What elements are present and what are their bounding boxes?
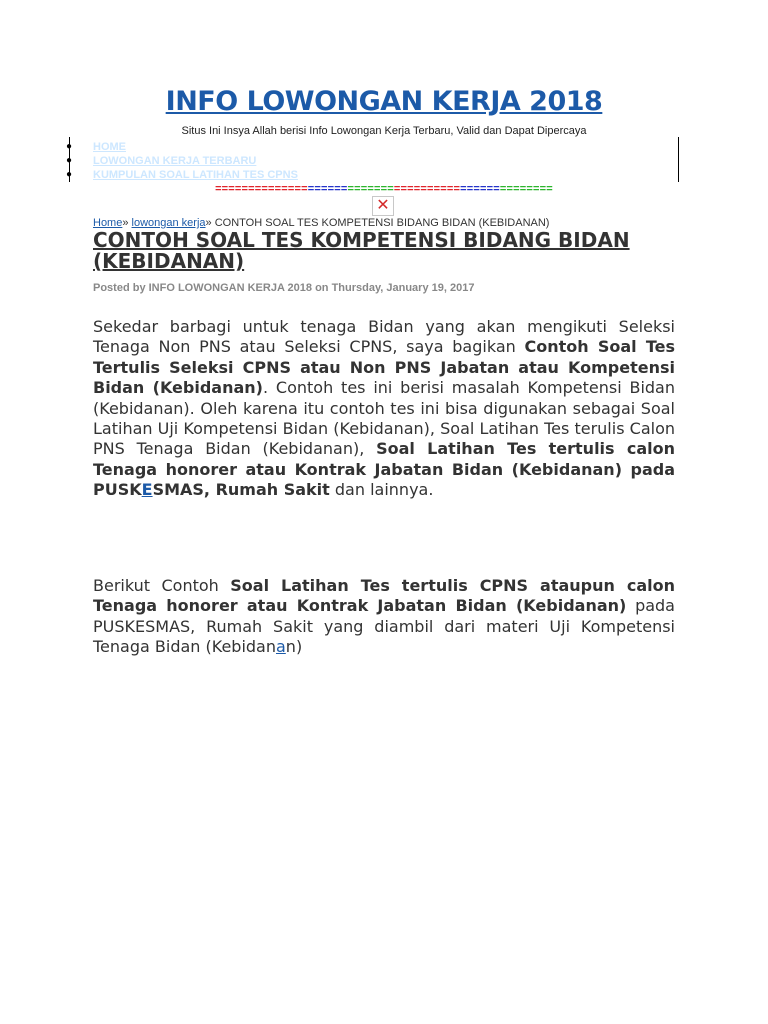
text-run: pada PUSKESMAS, Rumah Sakit yang diambil dari materi Uji Kompetensi Tenaga Bidan (Kebidan [93,596,675,657]
divider-segment: ======== [499,183,553,195]
bold-text: Contoh Soal Tes Tertulis Seleksi CPNS atau Non PNS Jabatan atau Kompetensi Bidan (Kebidanan) [93,337,675,398]
bullet-icon: ● [66,141,73,152]
text-run: Berikut Contoh [93,576,231,595]
text-run: Soal Latihan Tes tertulis calon Tenaga honorer atau Kontrak Jabatan Bidan (Kebidanan) pada PUSK [93,439,675,500]
nav-divider-right [678,137,679,182]
nav-link-lowongan-kerja-terbaru[interactable]: LOWONGAN KERJA TERBARU [93,155,257,167]
breadcrumb-separator: » [205,217,212,229]
breadcrumb-separator: » [122,217,129,229]
decorative-divider [0,183,768,195]
breadcrumb-category-link[interactable]: lowongan kerja [131,217,206,229]
post-paragraph-second [93,576,675,658]
bullet-icon: ● [66,155,73,166]
bold-text: Soal Latihan Tes tertulis CPNS ataupun calon Tenaga honorer atau Kontrak Jabatan Bidan (Kebidanan) [93,576,675,616]
nav-link-home[interactable]: HOME [93,141,126,153]
site-tagline: Situs Ini Insya Allah berisi Info Lowongan Kerja Terbaru, Valid dan Dapat Dipercaya [181,125,587,137]
text-run: SMAS, Rumah Sakit [152,480,330,500]
text-run: . Contoh tes ini berisi masalah Kompetensi Bidan (Kebidanan). Oleh karena itu contoh tes ini bisa digunakan sebagai Soal Latihan Uji Kompetensi Bidan (Kebidanan), Soal Latihan Tes terulis Calon PNS Tenaga Bidan (Kebidanan), [93,378,676,459]
divider-segment: ========== [393,183,461,195]
post-meta: Posted by INFO LOWONGAN KERJA 2018 on Thursday, January 19, 2017 [93,282,475,294]
divider-segment: ======= [347,183,394,195]
divider-segment: ============== [215,183,308,195]
inline-link[interactable]: E [141,480,153,500]
divider-segment: ====== [460,183,500,195]
bullet-icon: ● [66,169,73,180]
nav-link-kumpulan-soal[interactable]: KUMPULAN SOAL LATIHAN TES CPNS [93,169,298,181]
nav-divider-left [69,137,70,182]
divider-segment: ====== [307,183,348,195]
breadcrumb-home-link[interactable]: Home [93,217,123,229]
site-title-link[interactable]: INFO LOWONGAN KERJA 2018 [165,86,603,117]
text-run: dan lainnya. [329,480,434,500]
text-run: n) [285,637,303,657]
breadcrumb-current: CONTOH SOAL TES KOMPETENSI BIDANG BIDAN (KEBIDANAN) [214,217,550,229]
post-paragraph-intro [93,317,675,501]
post-title-link[interactable]: CONTOH SOAL TES KOMPETENSI BIDANG BIDAN (KEBIDANAN) [93,228,630,273]
inline-link[interactable]: a [275,637,286,657]
broken-image-icon: ✕ [372,196,394,216]
text-run: Sekedar barbagi untuk tenaga Bidan yang akan mengikuti Seleksi Tenaga Non PNS atau Seleksi CPNS, saya bagikan [93,317,675,357]
